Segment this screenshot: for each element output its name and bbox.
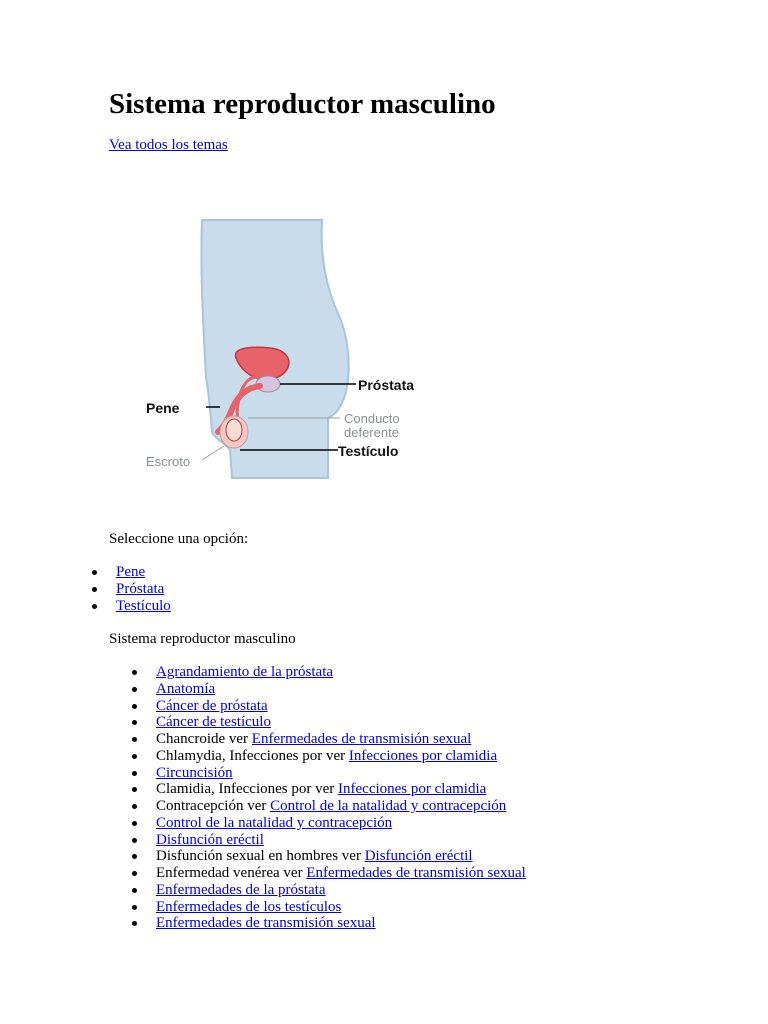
topic-text: Chancroide ver [156,731,252,747]
topics-list [156,664,526,932]
label-vas-deferens-2: deferente [344,425,399,440]
list-item [156,714,526,731]
topic-link[interactable]: Agrandamiento de la próstata [156,664,334,680]
option-link-prostata[interactable]: Próstata [116,580,165,597]
anatomy-illustration [140,218,430,480]
label-scrotum: Escroto [146,454,191,469]
list-item [156,698,526,715]
list-item [156,832,526,849]
list-item [156,765,526,782]
topic-link[interactable]: Control de la natalidad y contracepción [156,814,393,831]
section-heading: Sistema reproductor masculino [109,631,296,647]
topic-link[interactable]: Disfunción eréctil [364,848,473,865]
list-item [156,882,526,899]
topic-link[interactable]: Disfunción eréctil [156,831,264,848]
topic-link[interactable]: Circuncisión [156,764,233,781]
topic-link[interactable]: Cáncer de testículo [156,714,271,731]
list-item [156,899,526,916]
topic-text: Chlamydia, Infecciones por ver [156,747,349,764]
topic-link[interactable]: Infecciones por clamidia [348,747,498,764]
list-item [156,798,526,815]
list-item [156,748,526,765]
topic-link[interactable]: Enfermedades de los testículos [156,898,342,915]
list-item [156,848,526,865]
list-item [116,581,171,598]
label-prostate: Próstata [358,377,415,393]
label-vas-deferens-1: Conducto [344,411,400,426]
topic-text: Enfermedad venérea ver [156,865,307,881]
topic-link[interactable]: Enfermedades de transmisión sexual [251,731,472,747]
topic-text: Clamidia, Infecciones por ver [156,781,339,798]
topic-link[interactable]: Control de la natalidad y contracepción [270,798,507,814]
topic-link[interactable]: Enfermedades de transmisión sexual [156,915,376,932]
list-item [156,815,526,832]
list-item [156,781,526,798]
list-item [156,865,526,882]
label-penis: Pene [146,400,180,416]
option-link-pene[interactable]: Pene [116,564,146,580]
options-list [116,564,171,614]
testicle-shape [226,419,242,441]
see-all-topics-link[interactable]: Vea todos los temas [109,137,228,153]
list-item [156,915,526,932]
page-title: Sistema reproductor masculino [109,88,496,120]
options-prompt: Seleccione una opción: [109,531,249,547]
topic-text: Contracepción ver [156,798,271,814]
label-testicle: Testículo [338,443,399,459]
option-link-testiculo[interactable]: Testículo [116,597,171,614]
topic-link[interactable]: Anatomía [156,680,216,697]
topic-text: Disfunción sexual en hombres ver [156,848,365,865]
list-item [116,564,171,581]
list-item [116,598,171,615]
topic-link[interactable]: Enfermedades de transmisión sexual [306,865,526,881]
topic-link[interactable]: Enfermedades de la próstata [156,881,326,898]
topic-link[interactable]: Cáncer de próstata [156,697,268,714]
list-item [156,681,526,698]
list-item [156,731,526,748]
topic-link[interactable]: Infecciones por clamidia [338,781,487,798]
list-item [156,664,526,681]
